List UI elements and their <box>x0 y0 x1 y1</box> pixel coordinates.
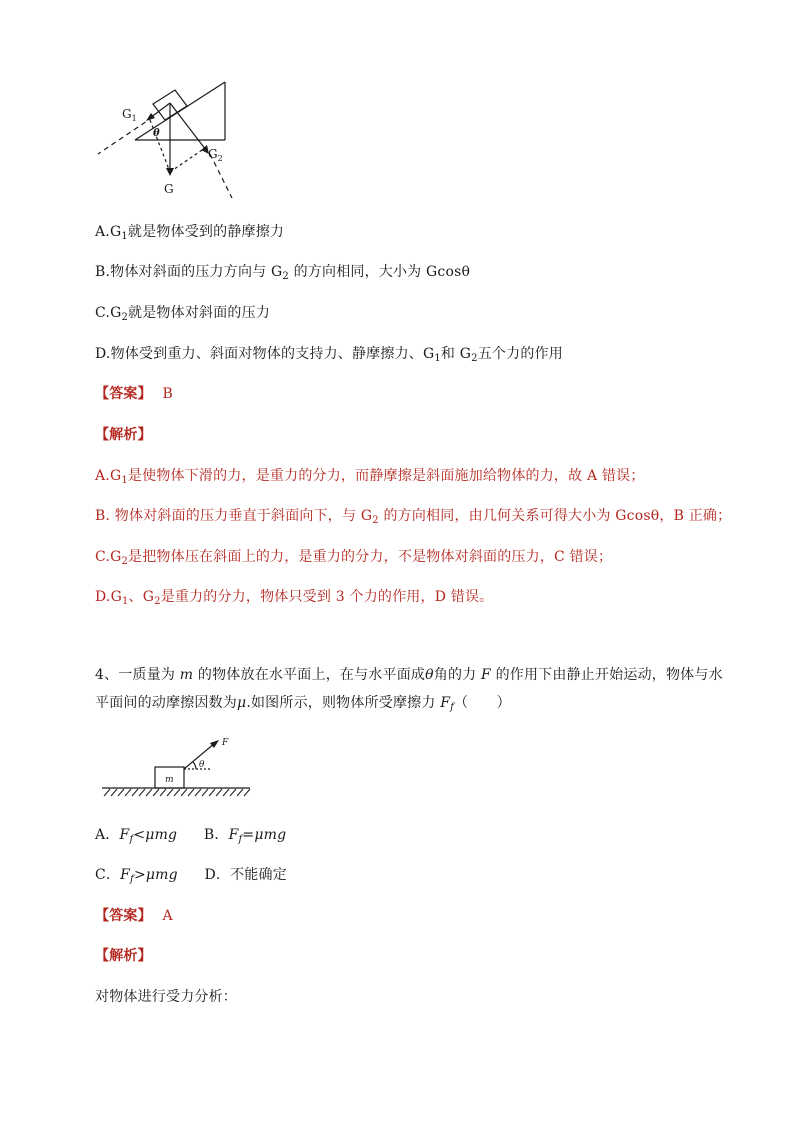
g1-label: $G_1$ <box>122 107 137 123</box>
option-c: $C.G_2$就是物体对斜面的压力 <box>95 305 271 323</box>
g-label: G <box>164 182 174 196</box>
q4-analysis-text: 对物体进行受力分析： <box>95 989 237 1005</box>
theta-label: θ <box>199 760 205 770</box>
q4-option-a: A．$F_f<\mu mg$ <box>95 827 178 845</box>
theta-arc <box>193 762 196 769</box>
q4-option-b: B．$F_f=\mu mg$ <box>203 827 287 845</box>
parallelogram-dash-2 <box>170 148 205 172</box>
answer-value: B <box>162 386 173 402</box>
q4-option-d: D．不能确定 <box>204 867 287 883</box>
q3-answer <box>95 384 173 404</box>
block-force-diagram <box>0 725 793 815</box>
option-a: $A.G_1$就是物体受到的静摩擦力 <box>95 224 285 242</box>
analysis-b: B. 物体对斜面的压力垂直于斜面向下，与 $G_2$ 的方向相同，由几何关系可得大小为 Gcosθ，B 正确； <box>95 508 732 526</box>
option-d: D.物体受到重力、斜面对物体的支持力、静摩擦力、$G_1$和 $G_2$五个力的作用 <box>95 346 563 364</box>
analysis-d: $D.G_1$、$G_2$是重力的分力，物体只受到 3 个力的作用，D 错误。 <box>95 589 494 607</box>
g2-arrow <box>170 103 206 150</box>
option-b: B.物体对斜面的压力方向与 $G_2$ 的方向相同，大小为 Gcosθ <box>95 264 471 282</box>
answer-tag: 【答案】 <box>95 908 152 924</box>
theta-label: θ <box>153 128 160 139</box>
analysis-a: $A.G_1$是使物体下滑的力，是重力的分力，而静摩擦是斜面施加给物体的力，故 A 错误； <box>95 468 645 486</box>
force-f-label: F <box>222 738 229 748</box>
analysis-c: $C.G_2$是把物体压在斜面上的力，是重力的分力，不是物体对斜面的压力，C 错误； <box>95 549 613 567</box>
q4-options-row-2 <box>95 865 287 885</box>
q4-stem-line-2: 平面间的动摩擦因数为μ.如图所示，则物体所受摩擦力 $F_f$（ ） <box>95 695 511 713</box>
incline-force-diagram <box>0 0 793 220</box>
mass-m-label: m <box>165 775 174 785</box>
g1-dashed-extension <box>98 117 153 154</box>
q4-options-row-1 <box>95 825 286 845</box>
q4-answer <box>95 906 173 926</box>
q4-option-c: C．$F_f>\mu mg$ <box>95 867 178 885</box>
answer-tag: 【答案】 <box>95 386 152 402</box>
q4-stem-line-1: 4、一质量为 m 的物体放在水平面上，在与水平面成θ角的力 F 的作用下由静止开始运动，物体与水 <box>95 667 723 683</box>
answer-value: A <box>162 908 173 924</box>
q3-analysis-heading: 【解析】 <box>95 427 152 443</box>
q4-analysis-heading: 【解析】 <box>95 948 152 964</box>
g2-label: $G_2$ <box>208 147 223 163</box>
